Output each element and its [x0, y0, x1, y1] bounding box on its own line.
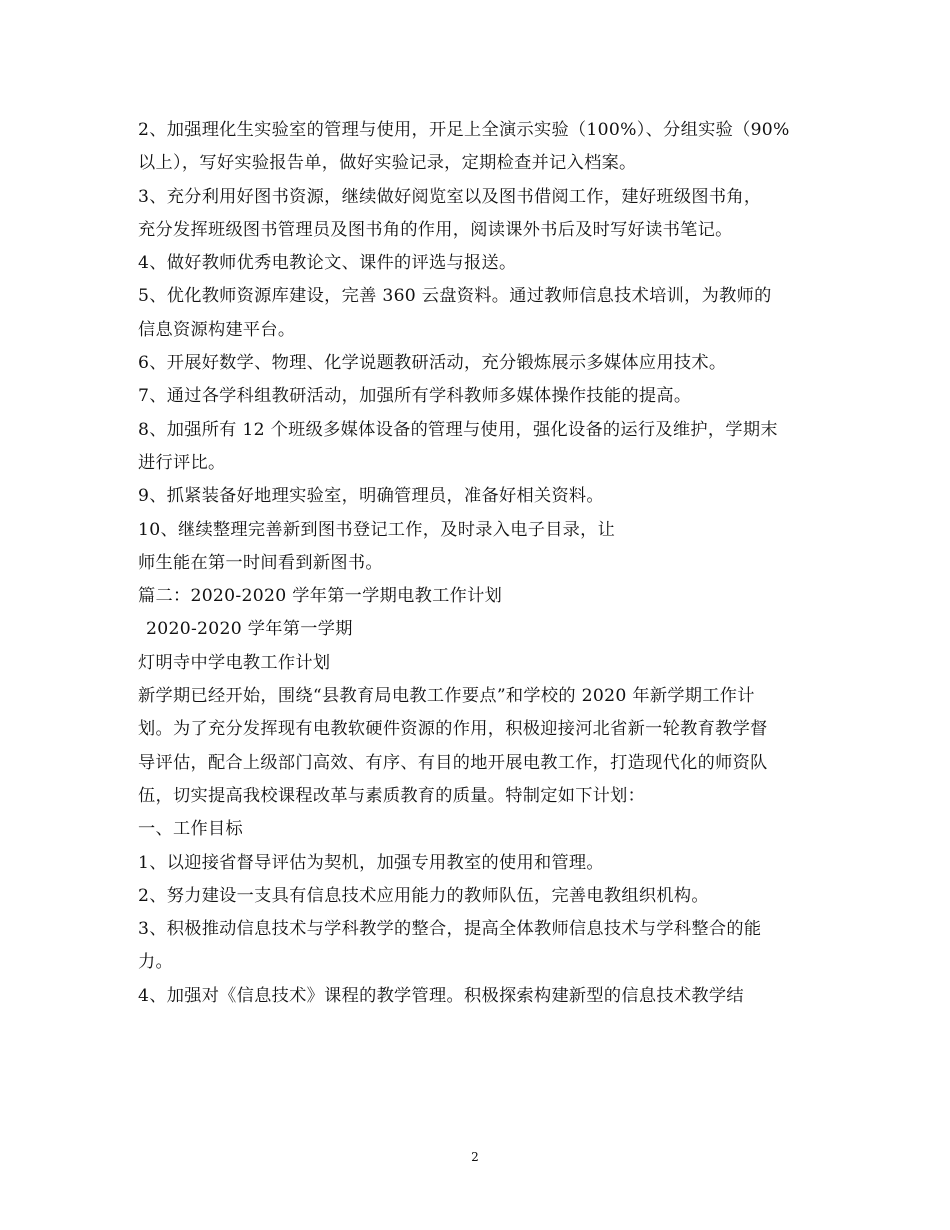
text-line: 信息资源构建平台。: [138, 319, 296, 340]
text-line: 新学期已经开始，围绕“县教育局电教工作要点”和学校的 2020 年新学期工作计: [138, 686, 755, 707]
text-line: 3、充分利用好图书资源，继续做好阅览室以及图书借阅工作，建好班级图书角，: [138, 186, 762, 207]
text-line: 4、加强对《信息技术》课程的教学管理。积极探索构建新型的信息技术教学结: [138, 985, 744, 1006]
text-line: 3、积极推动信息技术与学科教学的整合，提高全体教师信息技术与学科整合的能: [138, 919, 762, 940]
text-line: 5、优化教师资源库建设，完善 360 云盘资料。通过教师信息技术培训，为教师的: [138, 286, 772, 307]
text-line: 力。: [138, 952, 173, 973]
text-line: 2、加强理化生实验室的管理与使用，开足上全演示实验（100%）、分组实验（90%: [138, 120, 790, 140]
text-line: 8、加强所有 12 个班级多媒体设备的管理与使用，强化设备的运行及维护，学期末: [138, 419, 778, 440]
subtitle-line: 2020-2020 学年第一学期: [146, 619, 353, 640]
text-line: 1、以迎接省督导评估为契机，加强专用教室的使用和管理。: [138, 852, 604, 873]
text-line: 6、开展好数学、物理、化学说题教研活动，充分锻炼展示多媒体应用技术。: [138, 353, 727, 374]
text-line: 以上），写好实验报告单，做好实验记录，定期检查并记入档案。: [138, 153, 637, 174]
text-line: 10、继续整理完善新到图书登记工作，及时录入电子目录，让: [138, 519, 616, 540]
text-line: 划。为了充分发挥现有电教软硬件资源的作用，积极迎接河北省新一轮教育教学督: [138, 719, 768, 740]
text-line: 导评估，配合上级部门高效、有序、有目的地开展电教工作，打造现代化的师资队: [138, 752, 768, 773]
text-line: 充分发挥班级图书管理员及图书角的作用，阅读课外书后及时写好读书笔记。: [138, 219, 733, 240]
subtitle-line: 灯明寺中学电教工作计划: [138, 652, 331, 673]
text-line: 9、抓紧装备好地理实验室，明确管理员，准备好相关资料。: [138, 486, 604, 507]
section-heading: 篇二：2020-2020 学年第一学期电教工作计划: [138, 586, 503, 607]
text-line: 2、努力建设一支具有信息技术应用能力的教师队伍，完善电教组织机构。: [138, 885, 709, 906]
page-number: 2: [471, 1150, 479, 1164]
text-line: 7、通过各学科组教研活动，加强所有学科教师多媒体操作技能的提高。: [138, 386, 692, 407]
text-line: 师生能在第一时间看到新图书。: [138, 552, 383, 573]
text-line: 4、做好教师优秀电教论文、课件的评选与报送。: [138, 253, 517, 274]
text-line: 伍，切实提高我校课程改革与素质教育的质量。特制定如下计划：: [138, 785, 646, 806]
text-line: 进行评比。: [138, 452, 226, 473]
document-body: [138, 114, 818, 1013]
section-heading: 一、工作目标: [138, 819, 243, 840]
